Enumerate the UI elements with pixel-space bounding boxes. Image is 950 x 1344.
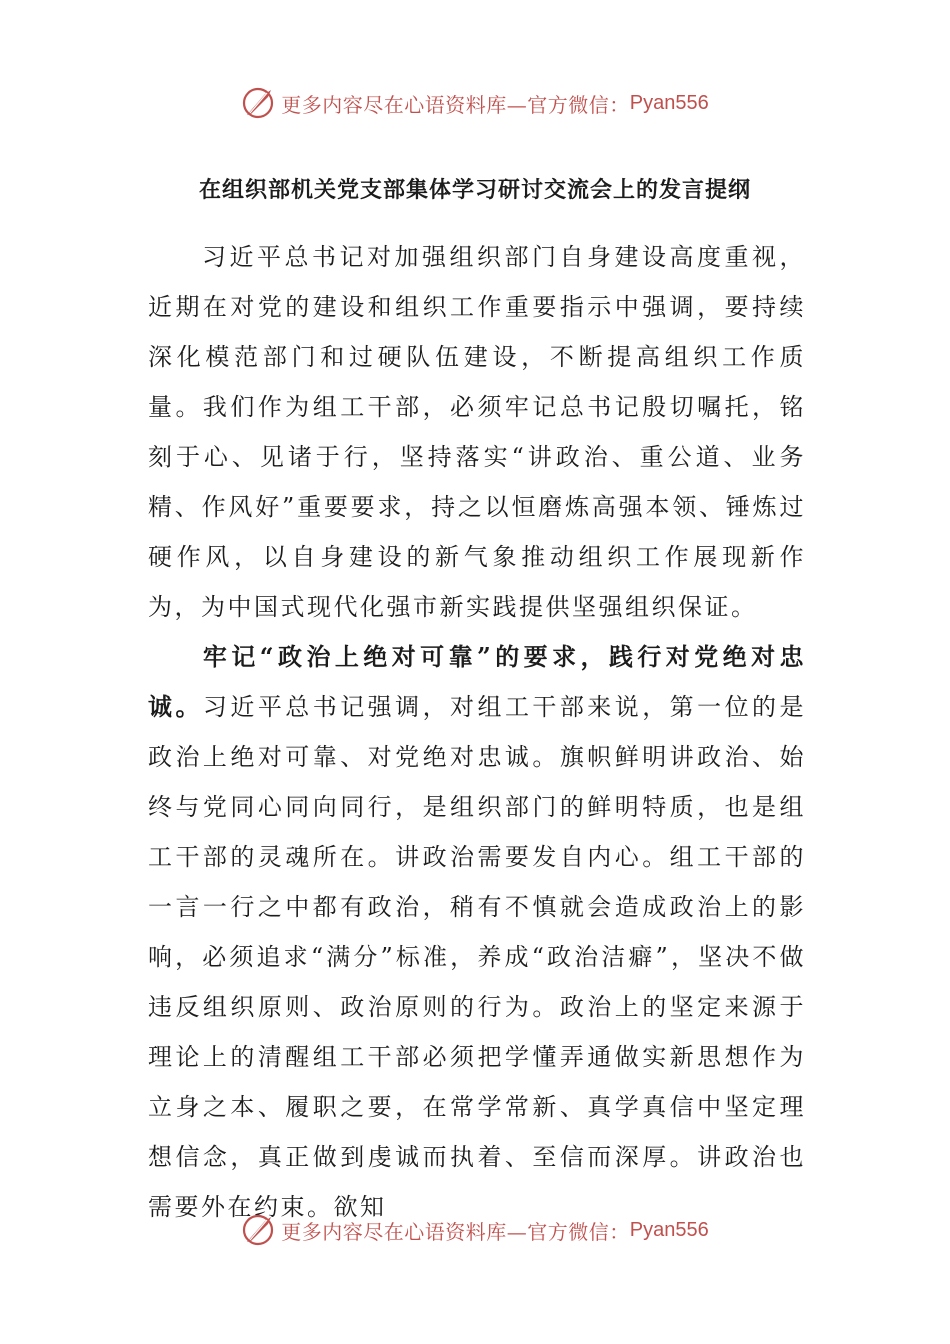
intro-paragraph: 习近平总书记对加强组织部门自身建设高度重视，近期在对党的建设和组织工作重要指示中强调，要持续深化模范部门和过硬队伍建设，不断提高组织工作质量。我们作为组工干部，必须牢记总书记殷切嘱托，铭刻于心、见诸于行，坚持落实“讲政治、重公道、业务精、作风好”重要要求，持之以恒磨炼高强本领、锤炼过硬作风，以自身建设的新气象推动组织工作展现新作为，为中国式现代化强市新实践提供坚强组织保证。 [148, 243, 806, 621]
feather-pen-logo-icon [241, 1212, 277, 1248]
wechat-id: Pyan556 [629, 91, 709, 114]
banner-text: 更多内容尽在心语资料库—官方微信： [281, 1219, 630, 1244]
feather-pen-logo-icon [241, 85, 277, 121]
wechat-id: Pyan556 [629, 1218, 709, 1241]
document-title: 在组织部机关党支部集体学习研讨交流会上的发言提纲 [198, 177, 751, 203]
section1-heading: 牢记“政治上绝对可靠”的要求，践行对党绝对忠诚。 [148, 642, 806, 721]
header-banner [0, 83, 950, 123]
footer-banner [0, 1210, 950, 1250]
document-body [148, 232, 806, 1232]
section1-paragraph [148, 632, 806, 1232]
banner-text: 更多内容尽在心语资料库—官方微信： [281, 92, 630, 117]
section1-body: 习近平总书记强调，对组工干部来说，第一位的是政治上绝对可靠、对党绝对忠诚。旗帜鲜明讲政治、始终与党同心同向同行，是组织部门的鲜明特质，也是组工干部的灵魂所在。讲政治需要发自内心。组工干部的一言一行之中都有政治，稍有不慎就会造成政治上的影响，必须追求“满分”标准，养成“政治洁癖”，坚决不做违反组织原则、政治原则的行为。政治上的坚定来源于理论上的清醒组工干部必须把学懂弄通做实新思想作为立身之本、履职之要，在常学常新、真学真信中坚定理想信念，真正做到虔诚而执着、至信而深厚。讲政治也需要外在约束。欲知 [148, 693, 807, 1221]
